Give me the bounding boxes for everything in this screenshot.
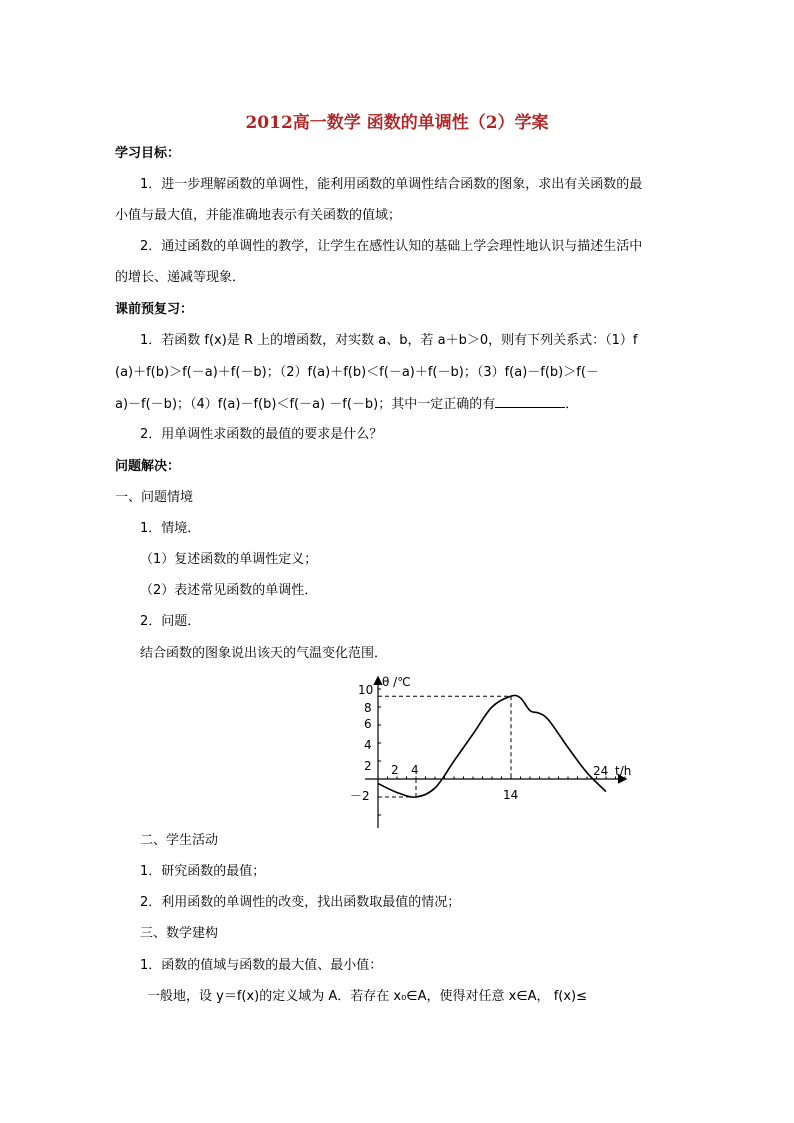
x-tick-14: 14 xyxy=(503,788,519,802)
section-1-item-2: 2．问题． xyxy=(140,614,201,629)
answer-blank[interactable] xyxy=(495,395,565,408)
x-axis-label: t/h xyxy=(615,764,632,778)
objective-2-line-2: 的增长、递减等现象． xyxy=(115,270,246,285)
preview-1-line-2: (a)＋f(b)＞f(－a)＋f(－b)；（2）f(a)＋f(b)＜f(－a)＋f(－b)；（3）f(a)－f(b)＞f(－ xyxy=(115,365,599,380)
dashed-guides xyxy=(378,696,511,797)
section-3-heading: 三、数学建构 xyxy=(140,926,219,941)
section-2-heading: 二、学生活动 xyxy=(140,833,219,848)
y-tick-minus-2: －2 xyxy=(350,789,370,803)
section-3-item-1: 1．函数的值域与函数的最大值、最小值： xyxy=(140,958,383,973)
y-tick-2: 2 xyxy=(364,759,372,773)
section-2-item-1: 1．研究函数的最值； xyxy=(140,864,266,879)
section-3-item-2: 一般地，设 y＝f(x)的定义域为 A．若存在 x₀∈A，使得对任意 x∈A， f(x)≤ xyxy=(147,989,588,1004)
section-1-item-1a: （1）复述函数的单调性定义； xyxy=(140,552,318,567)
objective-1-line-1: 1．进一步理解函数的单调性，能利用函数的单调性结合函数的图象，求出有关函数的最 xyxy=(140,177,643,192)
preview-heading: 课前预复习： xyxy=(115,302,194,317)
temperature-curve xyxy=(378,695,609,797)
y-axis-label: θ /℃ xyxy=(382,675,411,689)
solve-heading: 问题解决： xyxy=(115,459,181,474)
y-tick-4: 4 xyxy=(364,738,372,752)
y-tick-8: 8 xyxy=(364,701,372,715)
objectives-heading: 学习目标： xyxy=(115,146,181,161)
preview-1-line-3 xyxy=(115,395,578,414)
preview-1-line-1: 1．若函数 f(x)是 R 上的增函数，对实数 a、b，若 a＋b＞0，则有下列关系式：（1）f xyxy=(140,333,638,348)
temperature-chart xyxy=(340,672,640,832)
section-1-item-2a: 结合函数的图象说出该天的气温变化范围． xyxy=(140,646,388,661)
page-title: 2012高一数学 函数的单调性（2）学案 xyxy=(245,113,549,133)
section-1-item-1: 1．情境． xyxy=(140,521,201,536)
preview-2: 2．用单调性求函数的最值的要求是什么？ xyxy=(140,427,383,442)
section-1-heading: 一、问题情境 xyxy=(115,490,194,505)
x-tick-24: 24 xyxy=(593,764,609,778)
section-2-item-2: 2．利用函数的单调性的改变，找出函数取最值的情况； xyxy=(140,895,461,910)
preview-1-end: ． xyxy=(565,397,579,412)
section-1-item-1b: （2）表述常见函数的单调性． xyxy=(140,583,318,598)
y-tick-10: 10 xyxy=(358,683,374,697)
x-tick-4: 4 xyxy=(411,763,419,777)
x-tick-2: 2 xyxy=(391,763,399,777)
y-tick-6: 6 xyxy=(364,717,372,731)
objective-1-line-2: 小值与最大值，并能准确地表示有关函数的值域； xyxy=(115,208,402,223)
axis-ticks xyxy=(378,689,625,815)
preview-1-line-3-text: a)－f(－b)；（4）f(a)－f(b)＜f(－a) －f(－b)；其中一定正确的有 xyxy=(115,397,496,412)
objective-2-line-1: 2．通过函数的单调性的教学，让学生在感性认知的基础上学会理性地认识与描述生活中 xyxy=(140,239,643,254)
